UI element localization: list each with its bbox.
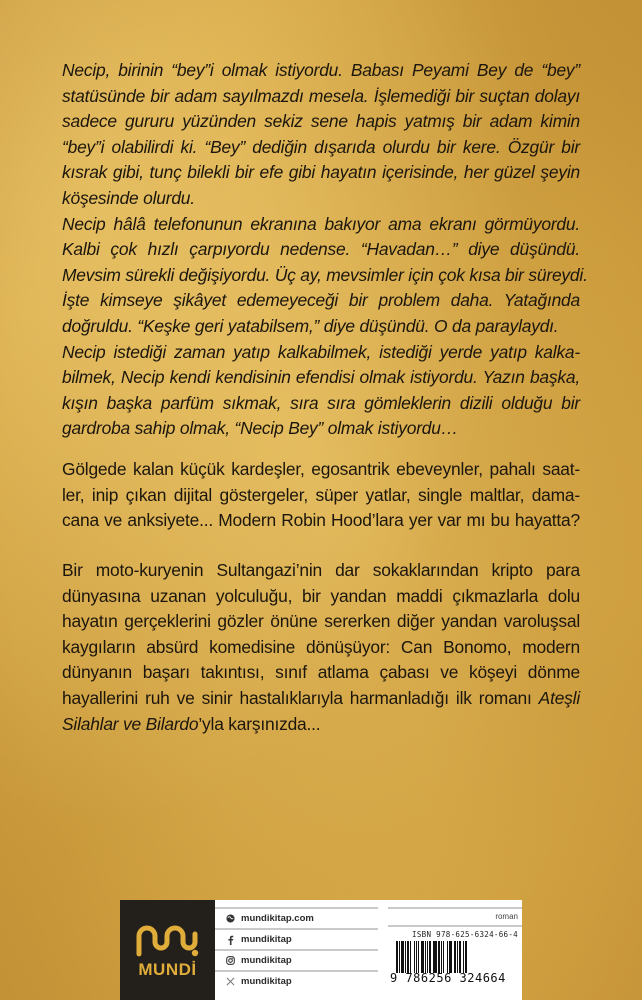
mundi-wave-logo-icon [133, 920, 203, 958]
summary-line-text: ’yla karşınızda... [198, 713, 321, 734]
globe-icon [225, 914, 235, 924]
excerpt-line: Mevsim sürekli değişiyordu. Üç ay, mevsimler için çok kısa bir süreydi. [62, 264, 588, 285]
teaser-line: cana ve anksiyete... Modern Robin Hood’lara yer var mı bu hayatta? [62, 510, 580, 531]
excerpt-line: sadece gururu yüzünden sekiz sene hapis yatmış bir adam kimin [62, 111, 580, 132]
social-label: mundikitap.com [241, 913, 314, 924]
social-links [215, 900, 378, 1000]
barcode [396, 941, 514, 973]
summary-line-text: hayallerini ruh ve sinir hastalıklarıyla harmanladığı ilk romanı [62, 687, 539, 708]
summary-line [62, 712, 580, 738]
excerpt-line: kısrak gibi, tunç bilekli bir efe gibi hayatın içerisinde, her güzel şeyin [62, 162, 580, 183]
excerpt-line: statüsünde bir adam sayılmazdı mesela. İşlemediği bir suçtan dolayı [62, 85, 580, 106]
summary-line: hayatın gerçeklerini gözler önüne sererken diğer yandan varoluşsal [62, 611, 580, 632]
excerpt-paragraph [62, 58, 588, 442]
excerpt-line: bilmek, Necip kendi kendisinin efendisi olmak istiyordu. Yazın başka, [62, 367, 580, 388]
summary-paragraph [62, 558, 580, 737]
book-title-part: Silahlar ve Bilardo [62, 713, 199, 734]
excerpt-line: Necip hâlâ telefonunun ekranına bakıyor ama ekranı görmüyordu. [62, 213, 580, 234]
teaser-line: ler, inip çıkan dijital göstergeler, süper yatlar, single maltlar, dama- [62, 484, 580, 505]
instagram-icon [225, 956, 235, 966]
social-instagram[interactable] [215, 949, 378, 970]
barcode-digits: 9 786256 324664 [390, 971, 506, 985]
summary-line: dünyasına uzanan yolculuğu, bir yandan maddi çıkmazlarla dolu [62, 585, 580, 606]
genre-label: roman [495, 912, 518, 921]
summary-line [62, 686, 580, 712]
publisher-logo [120, 900, 215, 1000]
divider [388, 925, 522, 927]
social-facebook[interactable] [215, 928, 378, 949]
excerpt-line: Necip, birinin “bey”i olmak istiyordu. Babası Peyami Bey de “bey” [62, 60, 580, 80]
isbn-block [388, 900, 522, 1000]
x-icon [225, 977, 235, 987]
excerpt-line: doğruldu. “Keşke geri yatabilsem,” diye düşündü. O da paraylaydı. [62, 315, 559, 336]
isbn-number: ISBN 978-625-6324-66-4 [412, 930, 518, 939]
excerpt-line: Necip istediği zaman yatıp kalkabilmek, istediği yerde yatıp kalka- [62, 341, 580, 362]
social-x[interactable] [215, 970, 378, 991]
teaser-line: Gölgede kalan küçük kardeşler, egosantrik ebeveynler, pahalı saat- [62, 459, 580, 479]
publisher-imprint [120, 900, 522, 1000]
summary-line: kaygıların absürd komedisine dönüşüyor: Can Bonomo, modern [62, 636, 580, 657]
book-title-part: Ateşli [538, 687, 580, 708]
publisher-name: MUNDİ [138, 960, 197, 979]
excerpt-line: “bey”i olabilirdi ki. “Bey” dediğin dışarıda olurdu bir kere. Özgür bir [62, 136, 580, 157]
summary-line: Bir moto-kuryenin Sultangazi’nin dar sokaklarından kripto para [62, 560, 580, 580]
teaser-paragraph [62, 457, 580, 534]
excerpt-line: köşesinde olurdu. [62, 187, 195, 208]
excerpt-line: gardroba sahip olmak, “Necip Bey” olmak istiyordu… [62, 418, 458, 439]
excerpt-line: Kalbi çok hızlı çarpıyordu nedense. “Havadan…” diye düşündü. [62, 239, 580, 260]
summary-line: dünyanın başarı takıntısı, sınıf atlama çabası ve köşeyi dönme [62, 662, 580, 683]
social-label: mundikitap [241, 955, 292, 966]
social-label: mundikitap [241, 976, 292, 987]
social-website[interactable] [215, 907, 378, 928]
social-label: mundikitap [241, 934, 292, 945]
facebook-icon [225, 935, 235, 945]
excerpt-line: kışın başka parfüm sıkmak, sıra sıra gömleklerin dizili olduğu bir [62, 392, 580, 413]
excerpt-line: İşte kimseye şikâyet edemeyeceği bir problem daha. Yatağında [62, 290, 580, 311]
